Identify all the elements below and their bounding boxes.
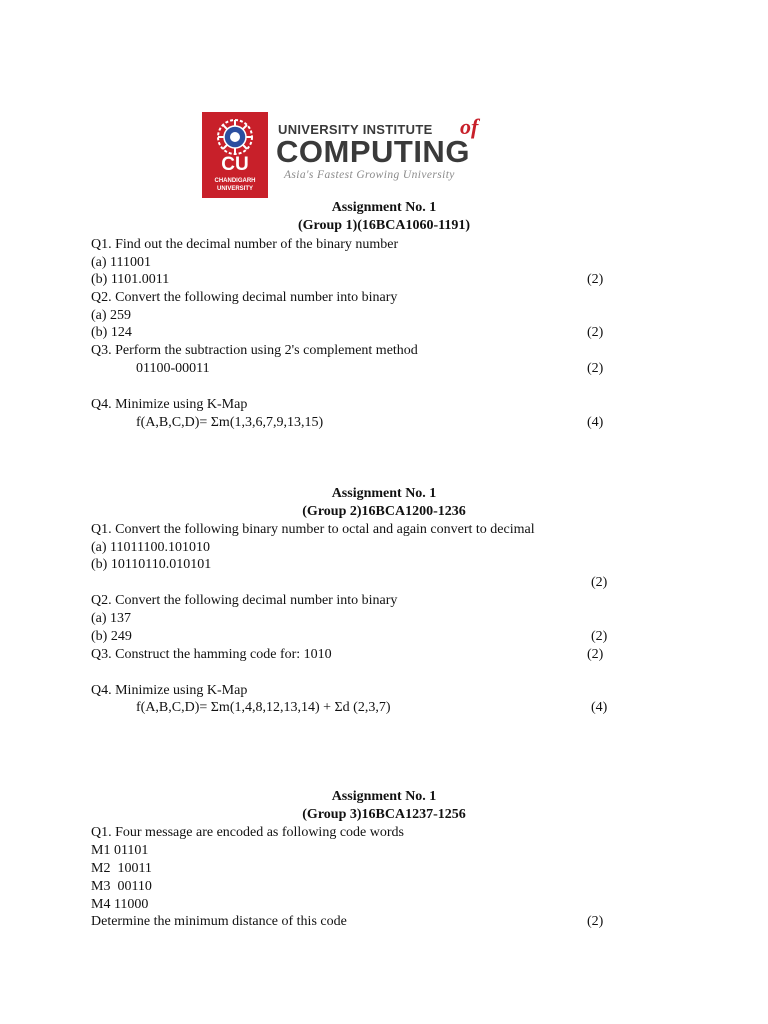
group2-subheading: (Group 2)16BCA1200-1236 — [302, 504, 466, 519]
group3-heading: Assignment No. 1 — [331, 789, 437, 804]
group2-q4-marks: (4) — [591, 700, 608, 715]
group2-heading: Assignment No. 1 — [331, 486, 437, 501]
group2-q2-part-a: (a) 137 — [91, 611, 132, 626]
emblem-icon — [215, 117, 255, 157]
group1-q4-expression: f(A,B,C,D)= Σm(1,3,6,7,9,13,15) — [136, 415, 324, 430]
logo-emblem-box — [202, 112, 268, 198]
group1-q1-part-a: (a) 111001 — [91, 255, 151, 270]
group2-q2-marks: (2) — [591, 629, 608, 644]
group2-q4-expression: f(A,B,C,D)= Σm(1,4,8,12,13,14) + Σd (2,3,7) — [136, 700, 391, 715]
group1-q1-text: Q1. Find out the decimal number of the binary number — [91, 237, 399, 252]
group2-q2-text: Q2. Convert the following decimal number into binary — [91, 593, 398, 608]
group2-q2-part-b: (b) 249 — [91, 629, 132, 644]
group2-q3-marks: (2) — [587, 647, 604, 662]
logo-computing-line: COMPUTING — [276, 134, 470, 169]
group1-q3-expression: 01100-00011 — [136, 361, 210, 376]
group2-q1-part-a: (a) 11011100.101010 — [91, 540, 210, 555]
group2-q1-text: Q1. Convert the following binary number to octal and again convert to decimal — [91, 522, 535, 537]
group2-q1-part-b: (b) 10110110.010101 — [91, 557, 212, 572]
group1-q2-part-b: (b) 124 — [91, 325, 132, 340]
group3-q1-marks: (2) — [587, 914, 604, 929]
group1-q4-marks: (4) — [587, 415, 604, 430]
group3-q1-last-line: Determine the minimum distance of this code — [91, 914, 347, 929]
group1-q2-text: Q2. Convert the following decimal number into binary — [91, 290, 398, 305]
group2-q4-text: Q4. Minimize using K-Map — [91, 683, 248, 698]
group3-codeword-m1: M1 01101 — [91, 843, 149, 858]
group3-codeword-m3: M3 00110 — [91, 879, 152, 894]
group3-codeword-m2: M2 10011 — [91, 861, 152, 876]
group3-subheading: (Group 3)16BCA1237-1256 — [302, 807, 466, 822]
group1-q2-part-a: (a) 259 — [91, 308, 132, 323]
group1-subheading: (Group 1)(16BCA1060-1191) — [297, 218, 471, 233]
group1-q3-text: Q3. Perform the subtraction using 2's complement method — [91, 343, 418, 358]
group1-q1-marks: (2) — [587, 272, 604, 287]
group2-q1-marks: (2) — [591, 575, 608, 590]
group1-heading: Assignment No. 1 — [331, 200, 437, 215]
group1-q2-marks: (2) — [587, 325, 604, 340]
logo-tagline: Asia's Fastest Growing University — [284, 169, 455, 181]
group3-codeword-m4: M4 11000 — [91, 897, 149, 912]
group1-q4-text: Q4. Minimize using K-Map — [91, 397, 248, 412]
group1-q1-part-b: (b) 1101.0011 — [91, 272, 170, 287]
logo-cu-text: CU — [221, 154, 249, 175]
logo-institute-line: UNIVERSITY INSTITUTE — [278, 122, 433, 137]
logo-sub-line-1: CHANDIGARH — [214, 178, 256, 184]
group1-q3-marks: (2) — [587, 361, 604, 376]
logo-of-text: of — [460, 114, 479, 139]
group3-q1-text: Q1. Four message are encoded as following code words — [91, 825, 404, 840]
logo-sub-line-2: UNIVERSITY — [216, 186, 253, 192]
group2-q3-text: Q3. Construct the hamming code for: 1010 — [91, 647, 332, 662]
university-logo — [202, 112, 522, 200]
